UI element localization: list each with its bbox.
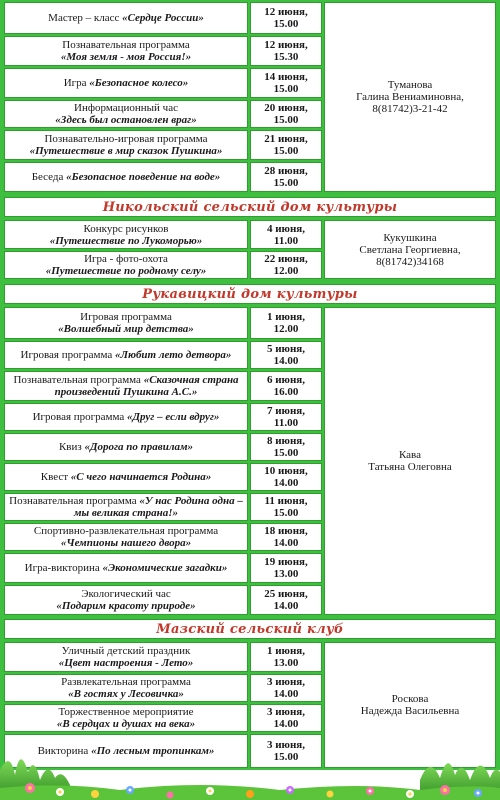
event-date-cell bbox=[250, 36, 322, 66]
event-name: «Путешествие по родному селу» bbox=[45, 265, 207, 277]
event-line bbox=[59, 441, 193, 453]
responsible-person-cell bbox=[324, 307, 496, 615]
event-kind: Торжественное мероприятие bbox=[58, 706, 194, 718]
event-time: 14.00 bbox=[273, 477, 299, 489]
event-date: 12 июня, bbox=[264, 6, 308, 18]
event-kind: Уличный детский праздник bbox=[61, 645, 191, 657]
event-name: «Цвет настроения - Лето» bbox=[58, 657, 194, 669]
event-cell bbox=[4, 251, 248, 279]
event-cell bbox=[4, 493, 248, 521]
event-kind: Познавательная программа bbox=[13, 374, 144, 386]
person-patronymic: Татьяна Олеговна bbox=[368, 461, 452, 473]
event-line bbox=[48, 12, 204, 24]
event-line bbox=[33, 411, 220, 423]
event-date: 4 июня, bbox=[266, 222, 306, 235]
event-kind: Викторина bbox=[37, 745, 92, 757]
event-name: «Экономические загадки» bbox=[102, 562, 228, 574]
event-name: «Сказочная страна произведений Пушкина А.С.» bbox=[54, 374, 239, 398]
event-kind: Познавательная программа bbox=[62, 39, 190, 51]
event-cell bbox=[4, 100, 248, 128]
event-kind: Игровая программа bbox=[20, 349, 116, 361]
event-date: 1 июня, bbox=[266, 311, 306, 323]
event-cell bbox=[4, 553, 248, 583]
event-date-cell bbox=[250, 523, 322, 551]
event-date: 3 июня, bbox=[266, 706, 306, 718]
event-date: 7 июня, bbox=[266, 405, 306, 417]
event-date-cell bbox=[250, 734, 322, 768]
event-time: 15.00 bbox=[273, 751, 299, 763]
event-name: «Волшебный мир детства» bbox=[58, 323, 194, 335]
event-date: 19 июня, bbox=[264, 556, 308, 568]
event-time: 15.00 bbox=[273, 447, 299, 459]
event-name: «Моя земля - моя Россия!» bbox=[60, 51, 192, 63]
event-kind: Познавательная программа bbox=[9, 495, 140, 507]
event-kind: Экологический час bbox=[81, 588, 171, 600]
event-date-cell bbox=[250, 162, 322, 192]
event-kind: Квиз bbox=[58, 441, 85, 453]
event-name: «Любит лето детвора» bbox=[115, 349, 232, 361]
event-cell bbox=[4, 341, 248, 369]
event-cell bbox=[4, 220, 248, 249]
person-patronymic: Надежда Васильевна bbox=[360, 705, 460, 717]
event-date-cell bbox=[250, 341, 322, 369]
event-cell bbox=[4, 704, 248, 732]
event-time: 15.00 bbox=[273, 114, 299, 126]
event-date-cell bbox=[250, 403, 322, 431]
event-line bbox=[38, 745, 215, 757]
event-time: 14.00 bbox=[273, 600, 299, 612]
section-title: Никольский сельский дом культуры bbox=[4, 197, 496, 217]
event-date: 12 июня, bbox=[264, 39, 308, 51]
event-name: «С чего начинается Родина» bbox=[70, 471, 212, 483]
event-line bbox=[5, 374, 247, 398]
event-line bbox=[5, 495, 247, 519]
event-kind: Игра - фото-охота bbox=[84, 253, 168, 265]
event-kind: Игра bbox=[63, 77, 90, 89]
event-time: 14.00 bbox=[273, 718, 299, 730]
event-date-cell bbox=[250, 585, 322, 615]
event-date: 8 июня, bbox=[266, 435, 306, 447]
event-time: 11.00 bbox=[273, 417, 299, 429]
person-name: Кава bbox=[398, 449, 421, 461]
event-date-cell bbox=[250, 463, 322, 491]
event-time: 12.00 bbox=[273, 265, 299, 277]
event-cell bbox=[4, 433, 248, 461]
event-cell bbox=[4, 2, 248, 34]
person-name: Кукушкина bbox=[383, 231, 437, 244]
event-time: 15.00 bbox=[273, 18, 299, 30]
event-line bbox=[64, 77, 189, 89]
event-date: 25 июня, bbox=[264, 588, 308, 600]
event-date: 14 июня, bbox=[264, 71, 308, 83]
event-cell bbox=[4, 403, 248, 431]
event-name: «Путешествие по Лукоморью» bbox=[49, 234, 203, 247]
event-name: «В гостях у Лесовичка» bbox=[68, 688, 184, 700]
event-date-cell bbox=[250, 704, 322, 732]
event-date: 18 июня, bbox=[264, 525, 308, 537]
event-date-cell bbox=[250, 220, 322, 249]
event-date: 5 июня, bbox=[266, 343, 306, 355]
event-kind: Игровая программа bbox=[80, 311, 172, 323]
event-time: 13.00 bbox=[273, 568, 299, 580]
event-kind: Познавательно-игровая программа bbox=[44, 133, 208, 145]
event-kind: Информационный час bbox=[74, 102, 178, 114]
event-line bbox=[25, 562, 228, 574]
event-time: 14.00 bbox=[273, 355, 299, 367]
event-time: 15.00 bbox=[273, 177, 299, 189]
event-cell bbox=[4, 307, 248, 339]
person-name: Туманова bbox=[387, 79, 433, 91]
event-kind: Игра-викторина bbox=[24, 562, 103, 574]
event-date-cell bbox=[250, 2, 322, 34]
event-name: «У нас Родина одна – мы великая страна!» bbox=[73, 495, 243, 519]
event-date: 28 июня, bbox=[264, 165, 308, 177]
event-name: «Безопасное колесо» bbox=[89, 77, 189, 89]
event-date-cell bbox=[250, 130, 322, 160]
event-time: 11.00 bbox=[273, 234, 299, 247]
event-time: 16.00 bbox=[273, 386, 299, 398]
event-date: 3 июня, bbox=[266, 676, 306, 688]
event-date-cell bbox=[250, 307, 322, 339]
event-line bbox=[41, 471, 212, 483]
event-time: 14.00 bbox=[273, 537, 299, 549]
event-date: 6 июня, bbox=[266, 374, 306, 386]
event-kind: Спортивно-развлекательная программа bbox=[33, 525, 219, 537]
event-kind: Беседа bbox=[31, 171, 67, 183]
event-cell bbox=[4, 68, 248, 98]
event-name: «Сердце России» bbox=[122, 12, 204, 24]
responsible-person-cell bbox=[324, 2, 496, 192]
event-line bbox=[21, 349, 232, 361]
event-time: 15.00 bbox=[273, 145, 299, 157]
event-time: 15.30 bbox=[273, 51, 299, 63]
event-date: 22 июня, bbox=[264, 253, 308, 265]
event-name: «Здесь был остановлен враг» bbox=[55, 114, 197, 126]
person-patronymic: Светлана Георгиевна, bbox=[359, 243, 461, 256]
event-cell bbox=[4, 130, 248, 160]
event-cell bbox=[4, 36, 248, 66]
person-name: Роскова bbox=[391, 693, 429, 705]
event-cell bbox=[4, 734, 248, 768]
event-date: 3 июня, bbox=[266, 739, 306, 751]
event-name: «По лесным тропинкам» bbox=[91, 745, 215, 757]
event-name: «Дорога по правилам» bbox=[84, 441, 194, 453]
event-date: 10 июня, bbox=[264, 465, 308, 477]
event-date-cell bbox=[250, 100, 322, 128]
event-date-cell bbox=[250, 674, 322, 702]
event-time: 12.00 bbox=[273, 323, 299, 335]
event-kind: Квест bbox=[40, 471, 71, 483]
event-cell bbox=[4, 642, 248, 672]
event-name: «Путешествие в мир сказок Пушкина» bbox=[29, 145, 223, 157]
event-date: 1 июня, bbox=[266, 645, 306, 657]
event-cell bbox=[4, 674, 248, 702]
event-date: 20 июня, bbox=[264, 102, 308, 114]
section-title: Рукавицкий дом культуры bbox=[4, 284, 496, 304]
event-cell bbox=[4, 463, 248, 491]
event-cell bbox=[4, 371, 248, 401]
person-phone: 8(81742)3-21-42 bbox=[372, 103, 448, 115]
event-kind: Мастер – класс bbox=[48, 12, 123, 24]
event-date: 21 июня, bbox=[264, 133, 308, 145]
event-name: «Чемпионы нашего двора» bbox=[60, 537, 192, 549]
event-kind: Развлекательная программа bbox=[61, 676, 191, 688]
event-cell bbox=[4, 162, 248, 192]
responsible-person-cell bbox=[324, 220, 496, 279]
event-cell bbox=[4, 585, 248, 615]
event-date-cell bbox=[250, 433, 322, 461]
event-name: «В сердцах и душах на века» bbox=[56, 718, 196, 730]
event-kind: Игровая программа bbox=[32, 411, 128, 423]
person-phone: 8(81742)34168 bbox=[376, 255, 444, 268]
person-patronymic: Галина Вениаминовна, bbox=[356, 91, 464, 103]
event-time: 13.00 bbox=[273, 657, 299, 669]
event-cell bbox=[4, 523, 248, 551]
section-title: Мазский сельский клуб bbox=[4, 619, 496, 639]
event-time: 15.00 bbox=[273, 83, 299, 95]
event-name: «Друг – если вдруг» bbox=[127, 411, 220, 423]
event-date-cell bbox=[250, 251, 322, 279]
event-line bbox=[32, 171, 221, 183]
event-date-cell bbox=[250, 493, 322, 521]
event-date-cell bbox=[250, 553, 322, 583]
event-name: «Подарим красоту природе» bbox=[56, 600, 196, 612]
event-date-cell bbox=[250, 68, 322, 98]
event-time: 15.00 bbox=[273, 507, 299, 519]
responsible-person-cell bbox=[324, 642, 496, 768]
event-time: 14.00 bbox=[273, 688, 299, 700]
event-name: «Безопасное поведение на воде» bbox=[66, 171, 221, 183]
event-date-cell bbox=[250, 642, 322, 672]
event-date-cell bbox=[250, 371, 322, 401]
event-date: 11 июня, bbox=[264, 495, 308, 507]
event-kind: Конкурс рисунков bbox=[83, 222, 169, 235]
